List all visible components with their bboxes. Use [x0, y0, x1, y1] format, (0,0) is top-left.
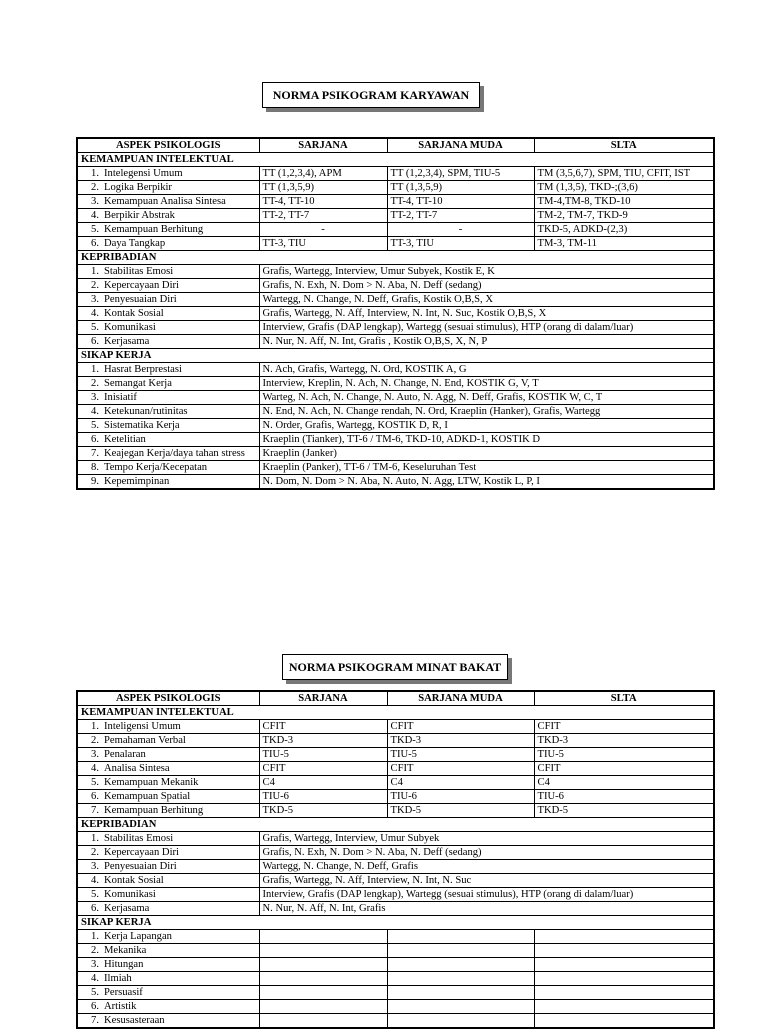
column-header: SARJANA: [259, 138, 387, 153]
aspek-label: Inisiatif: [104, 392, 137, 403]
sarjana-muda-cell: CFIT: [387, 762, 534, 776]
aspek-label: Persuasif: [104, 987, 143, 998]
section-row: [77, 349, 714, 363]
aspek-cell: [77, 762, 259, 776]
table-row: [77, 377, 714, 391]
table-row: [77, 293, 714, 307]
table-row: [77, 307, 714, 321]
aspek-label: Mekanika: [104, 945, 147, 956]
aspek-cell: [77, 335, 259, 349]
aspek-label: Keajegan Kerja/daya tahan stress: [104, 448, 245, 459]
norma-value-cell: Grafis, Wartegg, N. Aff, Interview, N. Int, N. Suc: [259, 874, 714, 888]
row-number: 7.: [91, 805, 99, 816]
norma-psikogram-karyawan-table: [76, 137, 715, 490]
row-number: 5.: [91, 987, 99, 998]
slta-cell: TM-4,TM-8, TKD-10: [534, 195, 714, 209]
sarjana-cell: [259, 930, 387, 944]
table-row: [77, 930, 714, 944]
karyawan-table-title: NORMA PSIKOGRAM KARYAWAN: [262, 82, 480, 108]
sarjana-cell: TT-2, TT-7: [259, 209, 387, 223]
aspek-cell: [77, 223, 259, 237]
section-title: KEMAMPUAN INTELEKTUAL: [77, 153, 714, 167]
sarjana-cell: [259, 1014, 387, 1029]
aspek-label: Sistematika Kerja: [104, 420, 180, 431]
minat-bakat-table-title: NORMA PSIKOGRAM MINAT BAKAT: [282, 654, 508, 680]
aspek-label: Kemampuan Spatial: [104, 791, 191, 802]
sarjana-muda-cell: TT-3, TIU: [387, 237, 534, 251]
table-row: [77, 860, 714, 874]
table-row: [77, 846, 714, 860]
aspek-cell: [77, 237, 259, 251]
row-number: 5.: [91, 420, 99, 431]
slta-cell: TM-2, TM-7, TKD-9: [534, 209, 714, 223]
table-row: [77, 237, 714, 251]
slta-cell: [534, 1014, 714, 1029]
norma-value-cell: N. End, N. Ach, N. Change rendah, N. Ord, Kraeplin (Hanker), Grafis, Wartegg: [259, 405, 714, 419]
slta-cell: TM-3, TM-11: [534, 237, 714, 251]
row-number: 1.: [91, 168, 99, 179]
slta-cell: C4: [534, 776, 714, 790]
row-number: 1.: [91, 833, 99, 844]
section-title: KEMAMPUAN INTELEKTUAL: [77, 706, 714, 720]
row-number: 9.: [91, 476, 99, 487]
norma-value-cell: Kraeplin (Tianker), TT-6 / TM-6, TKD-10, ADKD-1, KOSTIK D: [259, 433, 714, 447]
table-row: [77, 209, 714, 223]
section-title: SIKAP KERJA: [77, 349, 714, 363]
row-number: 6.: [91, 1001, 99, 1012]
table-row: [77, 195, 714, 209]
aspek-label: Pemahaman Verbal: [104, 735, 186, 746]
slta-cell: [534, 986, 714, 1000]
aspek-label: Daya Tangkap: [104, 238, 166, 249]
section-title: KEPRIBADIAN: [77, 251, 714, 265]
row-number: 4.: [91, 973, 99, 984]
table-row: [77, 958, 714, 972]
row-number: 5.: [91, 889, 99, 900]
aspek-cell: [77, 405, 259, 419]
table-row: [77, 405, 714, 419]
norma-value-cell: Wartegg, N. Change, N. Deff, Grafis, Kostik O,B,S, X: [259, 293, 714, 307]
aspek-cell: [77, 930, 259, 944]
norma-value-cell: Grafis, Wartegg, N. Aff, Interview, N. Int, N. Suc, Kostik O,B,S, X: [259, 307, 714, 321]
table-row: [77, 734, 714, 748]
sarjana-muda-cell: [387, 972, 534, 986]
table-row: [77, 475, 714, 490]
norma-value-cell: Grafis, Wartegg, Interview, Umur Subyek, Kostik E, K: [259, 265, 714, 279]
aspek-label: Ilmiah: [104, 973, 132, 984]
aspek-label: Kontak Sosial: [104, 308, 164, 319]
row-number: 7.: [91, 1015, 99, 1026]
aspek-cell: [77, 790, 259, 804]
row-number: 3.: [91, 959, 99, 970]
aspek-label: Kepercayaan Diri: [104, 847, 179, 858]
table-row: [77, 986, 714, 1000]
norma-value-cell: N. Ach, Grafis, Wartegg, N. Ord, KOSTIK A, G: [259, 363, 714, 377]
norma-value-cell: Wartegg, N. Change, N. Deff, Grafis: [259, 860, 714, 874]
slta-cell: CFIT: [534, 762, 714, 776]
table-row: [77, 419, 714, 433]
aspek-label: Kemampuan Mekanik: [104, 777, 199, 788]
sarjana-cell: TT (1,2,3,4), APM: [259, 167, 387, 181]
norma-value-cell: N. Order, Grafis, Wartegg, KOSTIK D, R, I: [259, 419, 714, 433]
sarjana-muda-cell: [387, 944, 534, 958]
sarjana-muda-cell: TT (1,3,5,9): [387, 181, 534, 195]
table-row: [77, 762, 714, 776]
aspek-cell: [77, 776, 259, 790]
row-number: 2.: [91, 182, 99, 193]
aspek-label: Artistik: [104, 1001, 137, 1012]
aspek-label: Berpikir Abstrak: [104, 210, 175, 221]
sarjana-muda-cell: [387, 986, 534, 1000]
row-number: 8.: [91, 462, 99, 473]
section-title: SIKAP KERJA: [77, 916, 714, 930]
table-row: [77, 1000, 714, 1014]
row-number: 6.: [91, 903, 99, 914]
column-header: SARJANA MUDA: [387, 691, 534, 706]
aspek-cell: [77, 734, 259, 748]
aspek-cell: [77, 307, 259, 321]
aspek-cell: [77, 846, 259, 860]
table-row: [77, 279, 714, 293]
aspek-label: Hitungan: [104, 959, 144, 970]
norma-value-cell: Kraeplin (Panker), TT-6 / TM-6, Keseluruhan Test: [259, 461, 714, 475]
aspek-cell: [77, 958, 259, 972]
aspek-cell: [77, 986, 259, 1000]
table-row: [77, 391, 714, 405]
column-header: ASPEK PSIKOLOGIS: [77, 138, 259, 153]
aspek-label: Kepemimpinan: [104, 476, 170, 487]
row-number: 4.: [91, 875, 99, 886]
norma-value-cell: Warteg, N. Ach, N. Change, N. Auto, N. Agg, N. Deff, Grafis, KOSTIK W, C, T: [259, 391, 714, 405]
norma-value-cell: Grafis, N. Exh, N. Dom > N. Aba, N. Deff (sedang): [259, 846, 714, 860]
slta-cell: TM (1,3,5), TKD-;(3,6): [534, 181, 714, 195]
column-header: ASPEK PSIKOLOGIS: [77, 691, 259, 706]
sarjana-muda-cell: C4: [387, 776, 534, 790]
aspek-label: Kerjasama: [104, 336, 150, 347]
row-number: 3.: [91, 294, 99, 305]
aspek-cell: [77, 874, 259, 888]
row-number: 6.: [91, 336, 99, 347]
table-row: [77, 181, 714, 195]
section-row: [77, 251, 714, 265]
aspek-label: Stabilitas Emosi: [104, 266, 174, 277]
aspek-cell: [77, 748, 259, 762]
aspek-label: Kemampuan Berhitung: [104, 224, 204, 235]
aspek-cell: [77, 181, 259, 195]
aspek-cell: [77, 1000, 259, 1014]
aspek-cell: [77, 167, 259, 181]
sarjana-cell: [259, 986, 387, 1000]
slta-cell: TM (3,5,6,7), SPM, TIU, CFIT, IST: [534, 167, 714, 181]
row-number: 7.: [91, 448, 99, 459]
aspek-cell: [77, 720, 259, 734]
sarjana-muda-cell: TT (1,2,3,4), SPM, TIU-5: [387, 167, 534, 181]
table-row: [77, 972, 714, 986]
row-number: 4.: [91, 210, 99, 221]
aspek-label: Kemampuan Berhitung: [104, 805, 204, 816]
sarjana-muda-cell: TT-4, TT-10: [387, 195, 534, 209]
header-row: [77, 691, 714, 706]
sarjana-cell: TT-4, TT-10: [259, 195, 387, 209]
table-row: [77, 888, 714, 902]
section-row: [77, 153, 714, 167]
aspek-cell: [77, 321, 259, 335]
slta-cell: TIU-5: [534, 748, 714, 762]
table-row: [77, 265, 714, 279]
norma-value-cell: Interview, Kreplin, N. Ach, N. Change, N. End, KOSTIK G, V, T: [259, 377, 714, 391]
row-number: 1.: [91, 931, 99, 942]
row-number: 1.: [91, 266, 99, 277]
norma-value-cell: N. Nur, N. Aff, N. Int, Grafis: [259, 902, 714, 916]
slta-cell: TKD-3: [534, 734, 714, 748]
table-row: [77, 1014, 714, 1029]
table-row: [77, 902, 714, 916]
row-number: 5.: [91, 224, 99, 235]
row-number: 2.: [91, 847, 99, 858]
norma-value-cell: Interview, Grafis (DAP lengkap), Wartegg (sesuai stimulus), HTP (orang di dalam/luar): [259, 888, 714, 902]
row-number: 3.: [91, 749, 99, 760]
aspek-cell: [77, 195, 259, 209]
section-row: [77, 818, 714, 832]
sarjana-cell: TIU-5: [259, 748, 387, 762]
table-row: [77, 447, 714, 461]
slta-cell: [534, 930, 714, 944]
aspek-cell: [77, 377, 259, 391]
aspek-label: Ketelitian: [104, 434, 146, 445]
aspek-cell: [77, 433, 259, 447]
table-row: [77, 832, 714, 846]
sarjana-muda-cell: [387, 1014, 534, 1029]
sarjana-cell: CFIT: [259, 720, 387, 734]
slta-cell: CFIT: [534, 720, 714, 734]
sarjana-cell: C4: [259, 776, 387, 790]
table-row: [77, 223, 714, 237]
section-title: KEPRIBADIAN: [77, 818, 714, 832]
row-number: 4.: [91, 763, 99, 774]
aspek-cell: [77, 944, 259, 958]
row-number: 5.: [91, 322, 99, 333]
aspek-label: Ketekunan/rutinitas: [104, 406, 188, 417]
norma-psikogram-minat-bakat-table: [76, 690, 715, 1029]
aspek-cell: [77, 391, 259, 405]
sarjana-muda-cell: TKD-5: [387, 804, 534, 818]
row-number: 2.: [91, 735, 99, 746]
norma-value-cell: Interview, Grafis (DAP lengkap), Wartegg (sesuai stimulus), HTP (orang di dalam/luar): [259, 321, 714, 335]
slta-cell: [534, 944, 714, 958]
aspek-label: Kesusasteraan: [104, 1015, 165, 1026]
row-number: 6.: [91, 238, 99, 249]
aspek-label: Penyesuaian Diri: [104, 861, 177, 872]
aspek-cell: [77, 475, 259, 490]
sarjana-cell: [259, 944, 387, 958]
aspek-cell: [77, 265, 259, 279]
sarjana-cell: [259, 1000, 387, 1014]
aspek-label: Kemampuan Analisa Sintesa: [104, 196, 226, 207]
aspek-label: Kontak Sosial: [104, 875, 164, 886]
aspek-label: Komunikasi: [104, 322, 156, 333]
column-header: SARJANA MUDA: [387, 138, 534, 153]
sarjana-muda-cell: -: [387, 223, 534, 237]
sarjana-cell: -: [259, 223, 387, 237]
aspek-cell: [77, 860, 259, 874]
aspek-label: Analisa Sintesa: [104, 763, 170, 774]
sarjana-cell: [259, 958, 387, 972]
sarjana-muda-cell: [387, 1000, 534, 1014]
aspek-cell: [77, 209, 259, 223]
table-row: [77, 804, 714, 818]
table-row: [77, 790, 714, 804]
slta-cell: [534, 1000, 714, 1014]
row-number: 3.: [91, 861, 99, 872]
sarjana-cell: CFIT: [259, 762, 387, 776]
table-row: [77, 335, 714, 349]
aspek-cell: [77, 1014, 259, 1029]
sarjana-muda-cell: TKD-3: [387, 734, 534, 748]
slta-cell: TKD-5: [534, 804, 714, 818]
slta-cell: [534, 972, 714, 986]
row-number: 6.: [91, 434, 99, 445]
sarjana-muda-cell: TIU-5: [387, 748, 534, 762]
aspek-cell: [77, 902, 259, 916]
section-row: [77, 916, 714, 930]
sarjana-cell: TIU-6: [259, 790, 387, 804]
aspek-cell: [77, 972, 259, 986]
row-number: 2.: [91, 945, 99, 956]
aspek-label: Kerja Lapangan: [104, 931, 172, 942]
sarjana-cell: TT-3, TIU: [259, 237, 387, 251]
aspek-label: Kepercayaan Diri: [104, 280, 179, 291]
aspek-label: Hasrat Berprestasi: [104, 364, 182, 375]
table-row: [77, 321, 714, 335]
table-row: [77, 363, 714, 377]
table-row: [77, 944, 714, 958]
sarjana-muda-cell: CFIT: [387, 720, 534, 734]
sarjana-muda-cell: [387, 958, 534, 972]
slta-cell: TIU-6: [534, 790, 714, 804]
aspek-label: Stabilitas Emosi: [104, 833, 174, 844]
sarjana-muda-cell: [387, 930, 534, 944]
aspek-label: Inteligensi Umum: [104, 721, 181, 732]
table-row: [77, 776, 714, 790]
sarjana-cell: TKD-3: [259, 734, 387, 748]
row-number: 4.: [91, 308, 99, 319]
aspek-label: Penyesuaian Diri: [104, 294, 177, 305]
aspek-label: Penalaran: [104, 749, 146, 760]
table-row: [77, 167, 714, 181]
aspek-label: Semangat Kerja: [104, 378, 172, 389]
aspek-label: Tempo Kerja/Kecepatan: [104, 462, 208, 473]
aspek-cell: [77, 363, 259, 377]
aspek-cell: [77, 888, 259, 902]
sarjana-cell: [259, 972, 387, 986]
sarjana-cell: TT (1,3,5,9): [259, 181, 387, 195]
sarjana-cell: TKD-5: [259, 804, 387, 818]
row-number: 3.: [91, 196, 99, 207]
section-row: [77, 706, 714, 720]
table-row: [77, 874, 714, 888]
aspek-cell: [77, 804, 259, 818]
table-row: [77, 461, 714, 475]
norma-value-cell: N. Dom, N. Dom > N. Aba, N. Auto, N. Agg, LTW, Kostik L, P, I: [259, 475, 714, 490]
aspek-cell: [77, 419, 259, 433]
aspek-label: Komunikasi: [104, 889, 156, 900]
row-number: 6.: [91, 791, 99, 802]
norma-value-cell: N. Nur, N. Aff, N. Int, Grafis , Kostik O,B,S, X, N, P: [259, 335, 714, 349]
column-header: SLTA: [534, 138, 714, 153]
aspek-label: Intelegensi Umum: [104, 168, 183, 179]
aspek-cell: [77, 832, 259, 846]
aspek-label: Logika Berpikir: [104, 182, 172, 193]
row-number: 4.: [91, 406, 99, 417]
norma-value-cell: Grafis, N. Exh, N. Dom > N. Aba, N. Deff (sedang): [259, 279, 714, 293]
table-row: [77, 720, 714, 734]
norma-value-cell: Grafis, Wartegg, Interview, Umur Subyek: [259, 832, 714, 846]
row-number: 5.: [91, 777, 99, 788]
header-row: [77, 138, 714, 153]
sarjana-muda-cell: TIU-6: [387, 790, 534, 804]
row-number: 2.: [91, 280, 99, 291]
table-row: [77, 433, 714, 447]
aspek-cell: [77, 461, 259, 475]
norma-value-cell: Kraeplin (Janker): [259, 447, 714, 461]
row-number: 1.: [91, 721, 99, 732]
column-header: SARJANA: [259, 691, 387, 706]
column-header: SLTA: [534, 691, 714, 706]
slta-cell: [534, 958, 714, 972]
row-number: 2.: [91, 378, 99, 389]
sarjana-muda-cell: TT-2, TT-7: [387, 209, 534, 223]
row-number: 1.: [91, 364, 99, 375]
aspek-cell: [77, 279, 259, 293]
slta-cell: TKD-5, ADKD-(2,3): [534, 223, 714, 237]
aspek-cell: [77, 293, 259, 307]
aspek-cell: [77, 447, 259, 461]
row-number: 3.: [91, 392, 99, 403]
aspek-label: Kerjasama: [104, 903, 150, 914]
table-row: [77, 748, 714, 762]
